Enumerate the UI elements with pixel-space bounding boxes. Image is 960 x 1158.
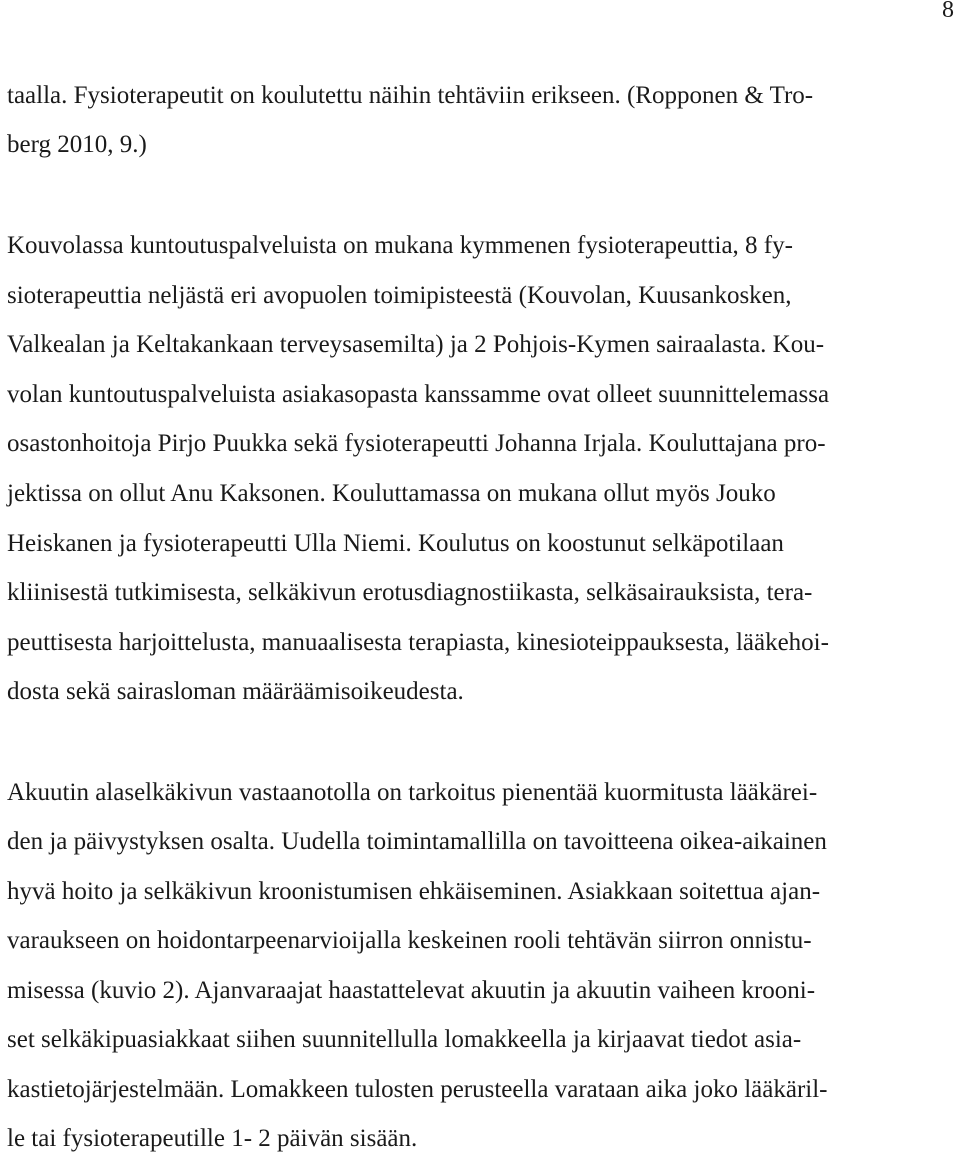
paragraph-2-line-6: jektissa on ollut Anu Kaksonen. Kouluttamassa on mukana ollut myös Jouko	[7, 480, 776, 507]
paragraph-2-line-5: osastonhoitoja Pirjo Puukka sekä fysioterapeutti Johanna Irjala. Kouluttajana pro-	[7, 430, 826, 457]
page-number: 8	[942, 0, 954, 23]
paragraph-2-line-1: Kouvolassa kuntoutuspalveluista on mukana kymmenen fysioterapeuttia, 8 fy-	[7, 232, 793, 259]
paragraph-2-line-2: sioterapeuttia neljästä eri avopuolen toimipisteestä (Kouvolan, Kuusankosken,	[7, 282, 792, 309]
paragraph-2-line-8: kliinisestä tutkimisesta, selkäkivun erotusdiagnostiikasta, selkäsairauksista, tera-	[7, 579, 813, 606]
paragraph-2-line-9: peuttisesta harjoittelusta, manuaalisesta terapiasta, kinesioteippauksesta, lääkehoi-	[7, 629, 829, 656]
paragraph-3-line-4: varaukseen on hoidontarpeenarvioijalla keskeinen rooli tehtävän siirron onnistu-	[7, 927, 812, 954]
paragraph-1-line-2: berg 2010, 9.)	[7, 131, 147, 158]
paragraph-3-line-1: Akuutin alaselkäkivun vastaanotolla on tarkoitus pienentää kuormitusta lääkärei-	[7, 779, 818, 806]
paragraph-2-line-4: volan kuntoutuspalveluista asiakasopasta kanssamme ovat olleet suunnittelemassa	[7, 381, 830, 408]
paragraph-3-line-8: le tai fysioterapeutille 1- 2 päivän sisään.	[7, 1125, 418, 1152]
paragraph-3-line-5: misessa (kuvio 2). Ajanvaraajat haastattelevat akuutin ja akuutin vaiheen krooni-	[7, 977, 816, 1004]
paragraph-3-line-6: set selkäkipuasiakkaat siihen suunnitellulla lomakkeella ja kirjaavat tiedot asia-	[7, 1026, 802, 1053]
paragraph-3-line-3: hyvä hoito ja selkäkivun kroonistumisen ehkäiseminen. Asiakkaan soitettua ajan-	[7, 878, 821, 905]
paragraph-3-line-2: den ja päivystyksen osalta. Uudella toimintamallilla on tavoitteena oikea-aikainen	[7, 828, 827, 855]
paragraph-2-line-10: dosta sekä sairasloman määräämisoikeudesta.	[7, 678, 464, 705]
paragraph-3-line-7: kastietojärjestelmään. Lomakkeen tulosten perusteella varataan aika joko lääkäril-	[7, 1076, 828, 1103]
paragraph-2-line-7: Heiskanen ja fysioterapeutti Ulla Niemi. Koulutus on koostunut selkäpotilaan	[7, 530, 784, 557]
paragraph-1-line-1: taalla. Fysioterapeutit on koulutettu näihin tehtäviin erikseen. (Ropponen & Tro-	[7, 82, 814, 109]
paragraph-2-line-3: Valkealan ja Keltakankaan terveysasemilta) ja 2 Pohjois-Kymen sairaalasta. Kou-	[7, 331, 825, 358]
